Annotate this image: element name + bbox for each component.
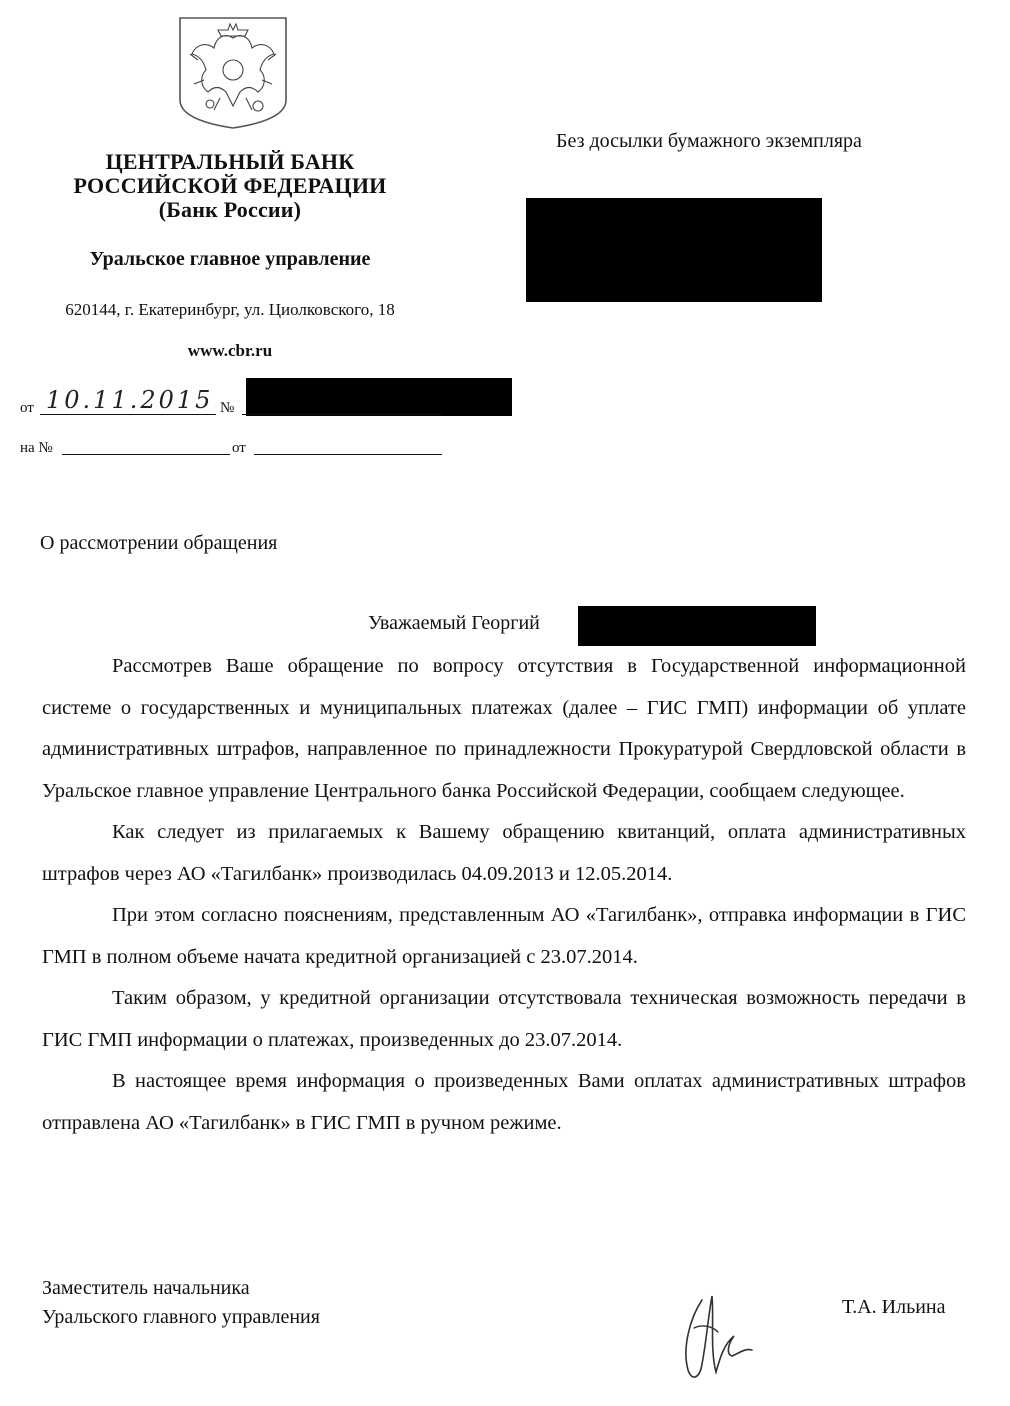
delivery-note: Без досылки бумажного экземпляра (556, 130, 862, 152)
paragraph: Таким образом, у кредитной организации отсутствовала техническая возможность передачи в ГИС ГМП информации о платежах, произведенных до 23.07.2014. (42, 987, 966, 1051)
paragraph: В настоящее время информация о произведенных Вами оплатах административных штрафов отправлена АО «Тагилбанк» в ГИС ГМП в ручном режиме. (42, 1070, 966, 1134)
in-reply-from-label: от (232, 440, 246, 456)
coat-of-arms-emblem-icon (176, 14, 290, 130)
bank-name (20, 150, 440, 222)
paragraph: Как следует из прилагаемых к Вашему обращению квитанций, оплата административных штрафов через АО «Тагилбанк» производилась 04.09.2013 и 12.05.2014. (42, 821, 966, 885)
greeting: Уважаемый Георгий (368, 612, 540, 634)
number-line (242, 414, 442, 415)
in-reply-label: на № (20, 440, 53, 456)
bank-name-line-1: ЦЕНТРАЛЬНЫЙ БАНК (105, 149, 355, 174)
letter-body (42, 646, 966, 1144)
paragraph: При этом согласно пояснениям, представленным АО «Тагилбанк», отправка информации в ГИС ГМП в полном объеме начата кредитной организацией с 23.07.2014. (42, 904, 966, 968)
redacted-outgoing-number (246, 378, 512, 416)
address: 620144, г. Екатеринбург, ул. Циолковского, 18 (65, 300, 395, 319)
signatory-name: Т.А. Ильина (842, 1296, 946, 1318)
paragraph: Рассмотрев Ваше обращение по вопросу отсутствия в Государственной информационной системе о государственных и муниципальных платежах (далее – ГИС ГМП) информации об уплате административных штрафов, направленное по принадлежности Прокуратурой Свердловской области в Уральское главное управление Центрального банка Российской Федерации, сообщаем следующее. (42, 655, 966, 802)
handwritten-date: 10.11.2015 (46, 386, 214, 414)
redacted-recipient-block (526, 198, 822, 302)
bank-name-line-2: РОССИЙСКОЙ ФЕДЕРАЦИИ (73, 173, 387, 198)
position-line-2: Уральского главного управления (42, 1306, 320, 1328)
date-line (40, 414, 216, 415)
subject: О рассмотрении обращения (40, 532, 278, 554)
department-name: Уральское главное управление (89, 248, 371, 270)
handwritten-signature-icon (672, 1288, 758, 1388)
position-line-1: Заместитель начальника (42, 1277, 250, 1299)
website-link[interactable]: www.cbr.ru (187, 341, 273, 360)
redacted-surname (578, 606, 816, 646)
number-label: № (220, 400, 235, 416)
from-label: от (20, 400, 34, 416)
signatory-position (42, 1274, 320, 1332)
in-reply-date-line (254, 454, 442, 455)
in-reply-number-line (62, 454, 230, 455)
bank-short-name: (Банк России) (158, 197, 302, 222)
